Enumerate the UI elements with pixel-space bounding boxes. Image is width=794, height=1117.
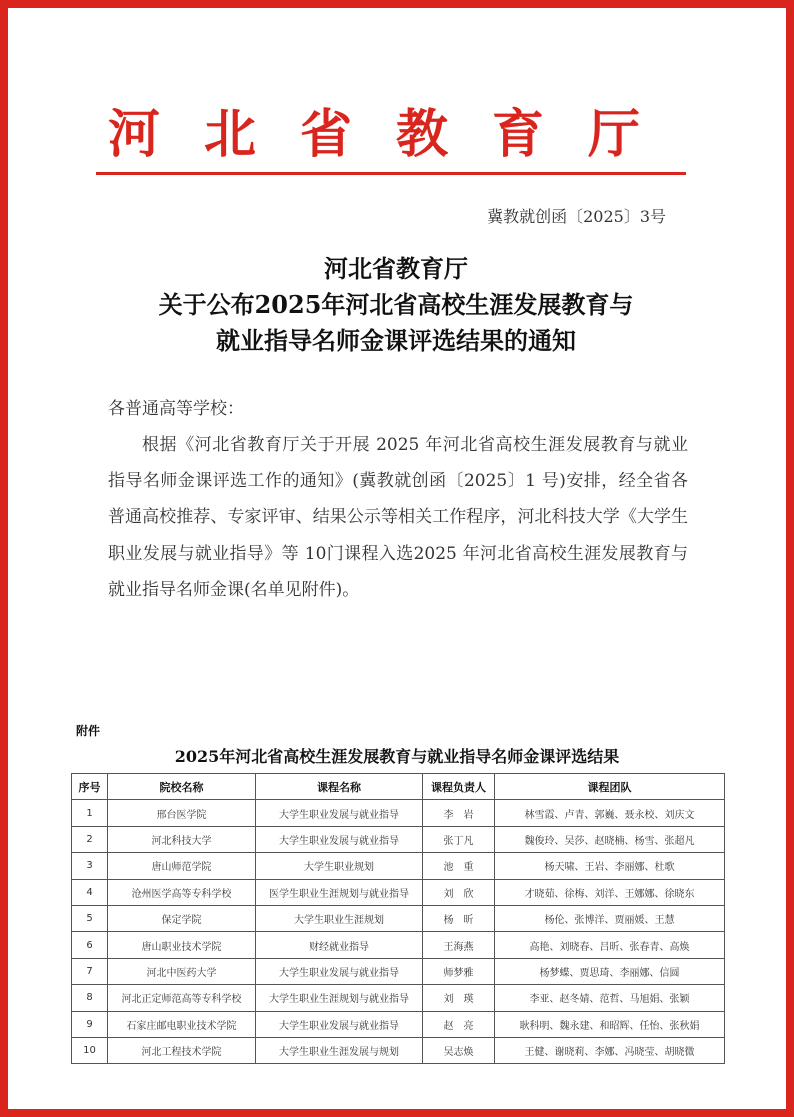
cell-team: 才晓茹、徐梅、刘洋、王娜娜、徐晓东: [495, 879, 725, 905]
cell-index: 2: [72, 826, 108, 852]
header-course: 课程名称: [256, 774, 423, 800]
cell-lead: 张丁凡: [423, 826, 495, 852]
attachment-label: 附件: [76, 724, 101, 738]
cell-school: 唐山职业技术学院: [108, 932, 256, 958]
cell-team: 杨伦、张博洋、贾丽媛、王慧: [495, 905, 725, 931]
cell-lead: 刘 欣: [423, 879, 495, 905]
cell-team: 耿科明、魏永建、和昭辉、任怡、张秋娟: [495, 1011, 725, 1037]
cell-course: 大学生职业规划: [256, 853, 423, 879]
cell-lead: 李 岩: [423, 800, 495, 826]
letterhead-title: 河北省教育厅: [107, 104, 684, 165]
cell-index: 4: [72, 879, 108, 905]
cell-school: 唐山师范学院: [108, 853, 256, 879]
cell-index: 8: [72, 985, 108, 1011]
table-row: [72, 1037, 725, 1063]
table-row: [72, 905, 725, 931]
table-row: [72, 985, 725, 1011]
cell-school: 河北正定师范高等专科学校: [108, 985, 256, 1011]
notice-title-line-3: 就业指导名师金课评选结果的通知: [216, 326, 576, 355]
cell-school: 河北科技大学: [108, 826, 256, 852]
table-row: [72, 826, 725, 852]
cell-school: 河北中医药大学: [108, 958, 256, 984]
results-table-title: 2025年河北省高校生涯发展教育与就业指导名师金课评选结果: [174, 747, 620, 766]
cell-course: 大学生职业生涯发展与规划: [256, 1037, 423, 1063]
header-lead: 课程负责人: [423, 774, 495, 800]
table-row: [72, 1011, 725, 1037]
cell-school: 河北工程技术学院: [108, 1037, 256, 1063]
cell-index: 9: [72, 1011, 108, 1037]
salutation: 各普通高等学校：: [108, 399, 244, 419]
cell-course: 财经就业指导: [256, 932, 423, 958]
document-number: 冀教就创函〔2025〕3号: [487, 207, 666, 226]
table-row: [72, 853, 725, 879]
cell-index: 5: [72, 905, 108, 931]
results-table: [71, 773, 725, 1064]
notice-body: 根据《河北省教育厅关于开展 2025 年河北省高校生涯发展教育与就业指导名师金课评选工作的通知》(冀教就创函〔2025〕1 号)安排，经全省各普通高校推荐、专家评审、结果公示等相关工作程序，河北科技大学《大学生职业发展与就业指导》等 10门课程入选2025 年河北省高校生涯发展教育与就业指导名师金课(名单见附件)。: [108, 435, 688, 600]
cell-lead: 王海燕: [423, 932, 495, 958]
cell-lead: 赵 亮: [423, 1011, 495, 1037]
header-school: 院校名称: [108, 774, 256, 800]
letterhead-rule: [96, 172, 686, 175]
table-row: [72, 800, 725, 826]
cell-index: 6: [72, 932, 108, 958]
notice-title-line-1: 河北省教育厅: [324, 254, 468, 283]
cell-school: 邢台医学院: [108, 800, 256, 826]
cell-course: 大学生职业发展与就业指导: [256, 958, 423, 984]
header-team: 课程团队: [495, 774, 725, 800]
cell-index: 1: [72, 800, 108, 826]
cell-team: 高艳、刘晓春、吕昕、张春青、高焕: [495, 932, 725, 958]
notice-title-line-2: 关于公布2025年河北省高校生涯发展教育与: [158, 290, 634, 319]
cell-school: 石家庄邮电职业技术学院: [108, 1011, 256, 1037]
cell-lead: 刘 瑛: [423, 985, 495, 1011]
cell-school: 保定学院: [108, 905, 256, 931]
table-row: [72, 958, 725, 984]
cell-course: 大学生职业生涯规划与就业指导: [256, 985, 423, 1011]
header-index: 序号: [72, 774, 108, 800]
cell-team: 杨天啸、王岩、李丽娜、杜歌: [495, 853, 725, 879]
cell-lead: 杨 昕: [423, 905, 495, 931]
cell-course: 大学生职业发展与就业指导: [256, 826, 423, 852]
cell-lead: 吴志焕: [423, 1037, 495, 1063]
table-row: [72, 932, 725, 958]
cell-course: 大学生职业发展与就业指导: [256, 1011, 423, 1037]
cell-team: 王健、谢晓莉、李娜、冯晓莹、胡晓微: [495, 1037, 725, 1063]
cell-course: 大学生职业生涯规划: [256, 905, 423, 931]
cell-team: 杨梦蝶、贾思琦、李丽娜、信圆: [495, 958, 725, 984]
table-header-row: [72, 774, 725, 800]
cell-index: 10: [72, 1037, 108, 1063]
cell-index: 3: [72, 853, 108, 879]
cell-team: 李亚、赵冬婧、范哲、马旭娟、张颖: [495, 985, 725, 1011]
cell-course: 医学生职业生涯规划与就业指导: [256, 879, 423, 905]
cell-lead: 师梦雅: [423, 958, 495, 984]
cell-school: 沧州医学高等专科学校: [108, 879, 256, 905]
cell-course: 大学生职业发展与就业指导: [256, 800, 423, 826]
cell-index: 7: [72, 958, 108, 984]
cell-lead: 池 重: [423, 853, 495, 879]
cell-team: 林雪霞、卢青、郭巍、聂永校、刘庆文: [495, 800, 725, 826]
cell-team: 魏俊玲、吴莎、赵晓楠、杨雪、张超凡: [495, 826, 725, 852]
table-row: [72, 879, 725, 905]
